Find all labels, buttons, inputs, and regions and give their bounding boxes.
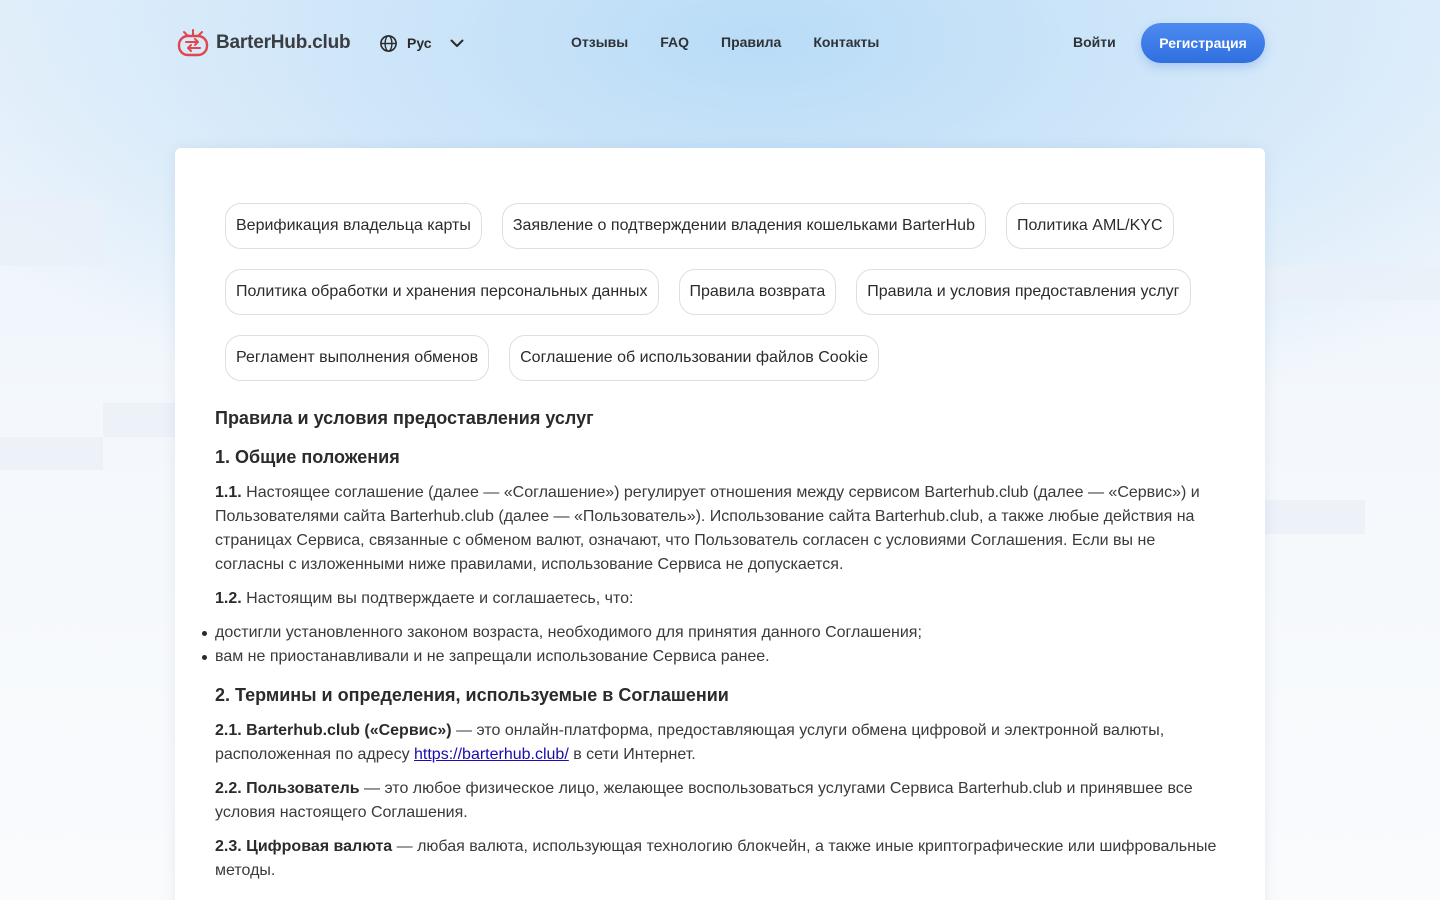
document-content [215,406,1225,883]
site-header [0,0,1440,88]
tab-terms-of-service[interactable]: Правила и условия предоставления услуг [856,269,1190,315]
paragraph-text: Настоящее соглашение (далее — «Соглашение») регулирует отношения между сервисом Barterhub.club (далее — «Сервис») и Пользователями сайта Barterhub.club (далее — «Пользователь»). Использование сайта Barterhub.club, а также любые действия на страницах Сервиса, связанные с обменом валют, означают, что Пользователь согласен с условиями Соглашения. Если вы не согласны с изложенными ниже правилами, использование Сервиса не допускается. [215,484,1200,573]
nav-item-reviews[interactable]: Отзывы [571,34,629,50]
bullet-list [215,621,1225,669]
paragraph [215,719,1225,767]
nav-item-faq[interactable]: FAQ [660,34,690,50]
language-selector[interactable] [379,32,465,54]
paragraph [215,777,1225,825]
list-item: достигли установленного законом возраста, необходимого для принятия данного Соглашения; [215,621,1225,645]
paragraph-text: — любая валюта, использующая технологию блокчейн, а также иные криптографические или шифровальные методы. [215,838,1217,879]
tab-refund-rules[interactable]: Правила возврата [679,269,837,315]
paragraph-text: в сети Интернет. [568,746,696,763]
language-label: Рус [407,35,432,51]
background-block [1265,266,1440,300]
paragraph-text: — это онлайн-платформа, предоставляющая услуги обмена цифровой и электронной валюты, расположенная по адресу [215,722,1165,763]
paragraph-text: — это любое физическое лицо, желающее воспользоваться услугами Сервиса Barterhub.club и принявшее все условия настоящего Соглашения. [215,780,1193,821]
section-heading: 2. Термины и определения, используемые в Соглашении [215,685,729,705]
login-link[interactable]: Войти [1073,34,1116,50]
background-block [0,437,103,470]
logo[interactable] [176,28,350,58]
document-tabs [225,203,1225,381]
tab-aml-kyc-policy[interactable]: Политика AML/KYC [1006,203,1174,249]
register-button[interactable]: Регистрация [1141,23,1265,63]
paragraph [215,587,1225,611]
tab-cookie-agreement[interactable]: Соглашение об использовании файлов Cookie [509,335,879,381]
site-link[interactable]: https://barterhub.club/ [414,746,569,763]
tab-wallet-ownership-statement[interactable]: Заявление о подтверждении владения кошельками BarterHub [502,203,986,249]
main-nav [571,34,879,50]
logo-text: BarterHub.club [216,32,351,53]
nav-item-contacts[interactable]: Контакты [813,34,880,50]
paragraph-number: 1.1. [215,484,242,501]
background-block [0,200,103,266]
list-item: вам не приостанавливали и не запрещали использование Сервиса ранее. [215,645,1225,669]
paragraph [215,835,1225,883]
background-block [1265,500,1365,534]
tab-card-owner-verification[interactable]: Верификация владельца карты [225,203,482,249]
background-block [103,403,175,437]
section-heading: 1. Общие положения [215,447,400,467]
term: 2.1. Barterhub.club («Сервис») [215,722,452,739]
term: 2.3. Цифровая валюта [215,838,393,855]
paragraph-text: Настоящим вы подтверждаете и соглашаетесь, что: [241,590,634,607]
term: 2.2. Пользователь [215,780,360,797]
globe-icon [379,34,398,53]
chevron-down-icon [449,35,465,51]
tab-exchange-regulations[interactable]: Регламент выполнения обменов [225,335,489,381]
barterhub-logo-icon [176,28,210,58]
tab-personal-data-policy[interactable]: Политика обработки и хранения персональных данных [225,269,659,315]
paragraph [215,481,1225,577]
rules-card [175,148,1265,900]
paragraph-number: 1.2. [215,590,242,607]
nav-item-rules[interactable]: Правила [721,34,782,50]
document-title: Правила и условия предоставления услуг [215,408,594,428]
